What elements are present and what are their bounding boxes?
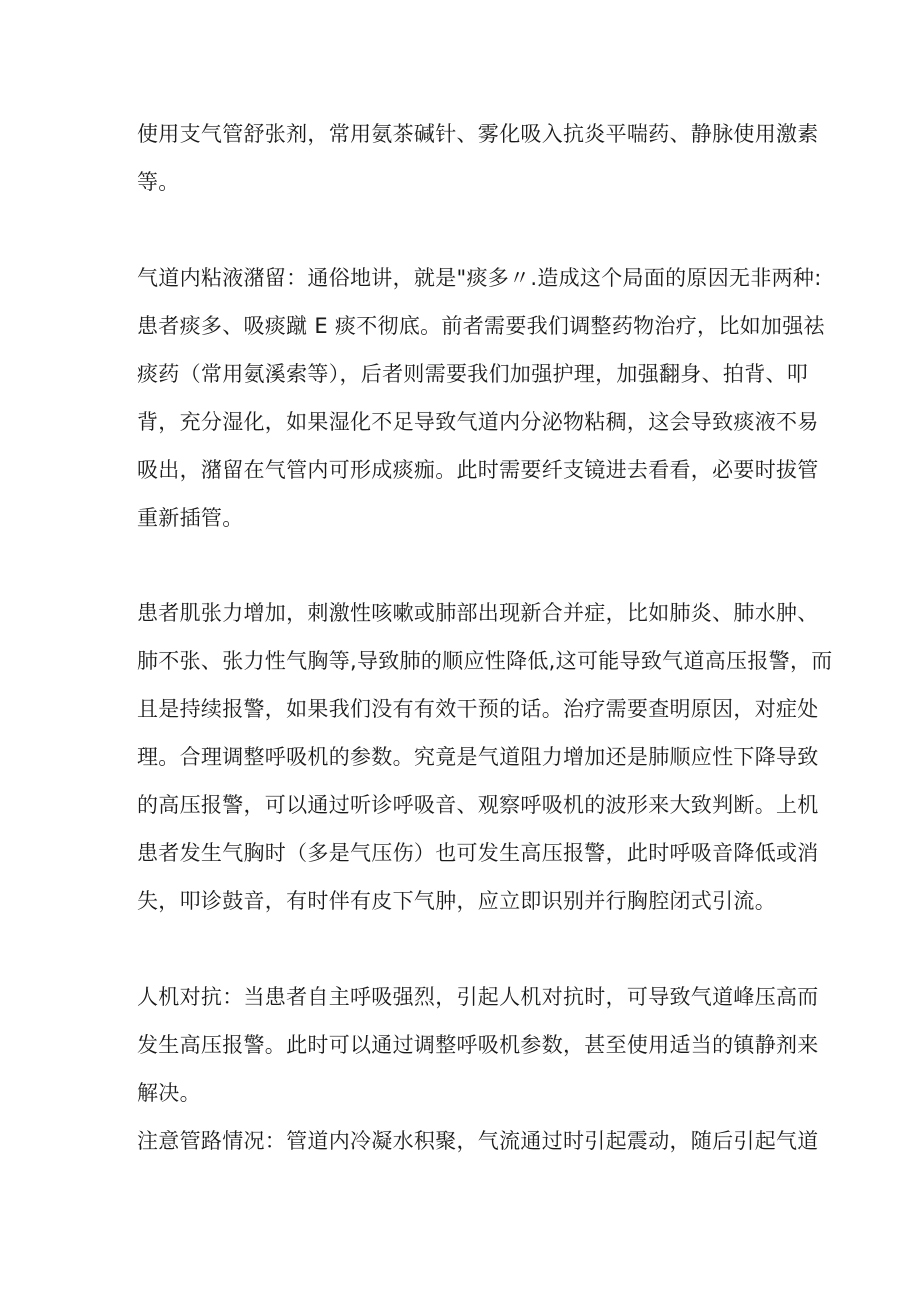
text-line: 患者发生气胸时（多是气压伤）也可发生高压报警，此时呼吸音降低或消	[137, 841, 819, 865]
text-line: 痰药（常用氨溪索等），后者则需要我们加强护理，加强翻身、拍背、叩	[137, 362, 809, 386]
text-line: 等。	[137, 170, 180, 194]
text-line: 人机对抗：当患者自主呼吸强烈，引起人机对抗时，可导致气道峰压高而	[137, 985, 819, 1009]
text-line: 且是持续报警，如果我们没有有效干预的话。治疗需要查明原因，对症处	[137, 697, 819, 721]
text-line: 使用支气管舒张剂，常用氨茶碱针、雾化吸入抗炎平喘药、静脉使用激素	[137, 122, 819, 146]
text-line: 患者痰多、吸痰蹴 E 痰不彻底。前者需要我们调整药物治疗，比如加强祛	[137, 314, 825, 338]
text-line: 理。合理调整呼吸机的参数。究竟是气道阻力增加还是肺顺应性下降导致	[137, 745, 819, 769]
text-line: 肺不张、张力性气胸等,导致肺的顺应性降低,这可能导致气道高压报警，而	[137, 649, 833, 673]
text-line: 解决。	[137, 1081, 201, 1105]
text-line: 发生高压报警。此时可以通过调整呼吸机参数，甚至使用适当的镇静剂来	[137, 1033, 819, 1057]
text-line: 气道内粘液潴留：通俗地讲，就是"痰多〃.造成这个局面的原因无非两种:	[137, 266, 822, 290]
text-line: 患者肌张力增加，刺激性咳嗽或肺部出现新合并症，比如肺炎、肺水肿、	[137, 601, 819, 625]
text-line: 吸出，潴留在气管内可形成痰痂。此时需要纤支镜进去看看，必要时拔管	[137, 458, 819, 482]
text-line: 注意管路情况：管道内冷凝水积聚，气流通过时引起震动，随后引起气道	[137, 1129, 819, 1153]
text-line: 背，充分湿化，如果湿化不足导致气道内分泌物粘稠，这会导致痰液不易	[137, 410, 819, 434]
text-line: 重新插管。	[137, 506, 244, 530]
text-line: 失，叩诊鼓音，有时伴有皮下气肿，应立即识别并行胸腔闭式引流。	[137, 889, 776, 913]
text-line: 的高压报警，可以通过听诊呼吸音、观察呼吸机的波形来大致判断。上机	[137, 793, 819, 817]
